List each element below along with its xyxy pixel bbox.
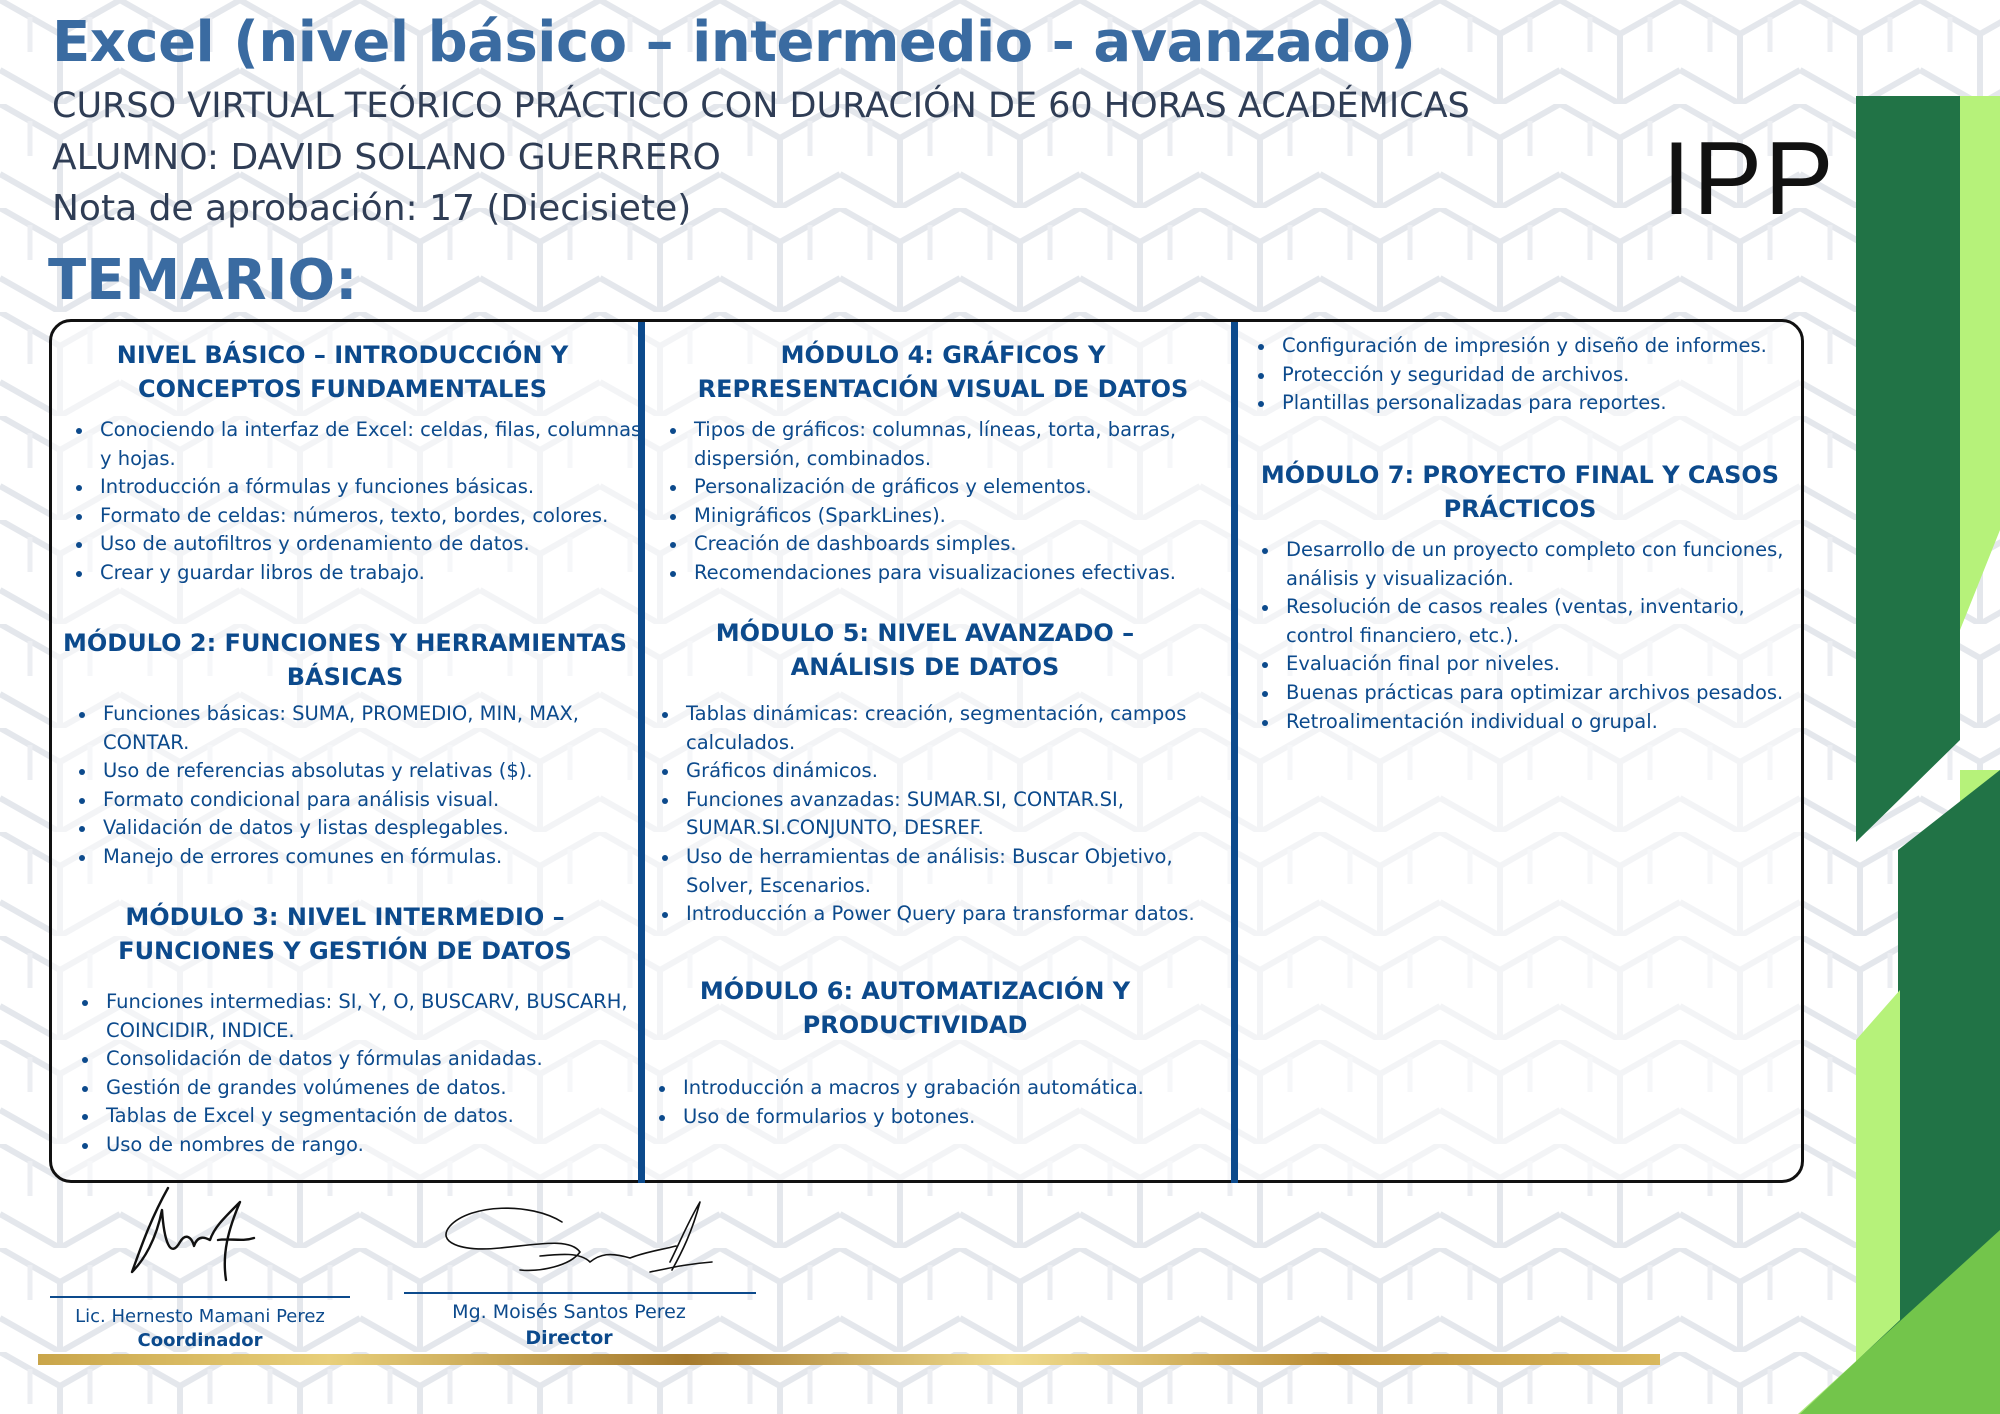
- coordinator-role: Coordinador: [137, 1330, 263, 1351]
- list-item: Validación de datos y listas desplegables.: [103, 814, 648, 843]
- module-items: [656, 700, 1231, 929]
- list-item: Creación de dashboards simples.: [694, 530, 1244, 559]
- list-item: Desarrollo de un proyecto completo con funciones, análisis y visualización.: [1286, 536, 1816, 593]
- module-title: NIVEL BÁSICO – INTRODUCCIÓN Y CONCEPTOS FUNDAMENTALES: [116, 341, 569, 403]
- module-items: [1252, 332, 1842, 418]
- list-item: Funciones avanzadas: SUMAR.SI, CONTAR.SI, SUMAR.SI.CONJUNTO, DESREF.: [686, 786, 1231, 843]
- list-item: Resolución de casos reales (ventas, inventario, control financiero, etc.).: [1286, 593, 1816, 650]
- list-item: Personalización de gráficos y elementos.: [694, 473, 1244, 502]
- syllabus-column-2: [650, 322, 1230, 1180]
- list-item: Plantillas personalizadas para reportes.: [1282, 389, 1842, 418]
- list-item: Manejo de errores comunes en fórmulas.: [103, 843, 648, 872]
- director-block: [404, 1299, 734, 1351]
- list-item: Formato de celdas: números, texto, bordes, colores.: [100, 502, 645, 531]
- list-item: Retroalimentación individual o grupal.: [1286, 708, 1816, 737]
- module-title: MÓDULO 5: NIVEL AVANZADO – ANÁLISIS DE DATOS: [715, 619, 1135, 681]
- course-description: CURSO VIRTUAL TEÓRICO PRÁCTICO CON DURACIÓN DE 60 HORAS ACADÉMICAS: [52, 86, 1470, 126]
- list-item: Configuración de impresión y diseño de informes.: [1282, 332, 1842, 361]
- syllabus-column-1: [60, 322, 640, 1180]
- list-item: Introducción a fórmulas y funciones básicas.: [100, 473, 645, 502]
- list-item: Conociendo la interfaz de Excel: celdas, filas, columnas y hojas.: [100, 416, 645, 473]
- list-item: Recomendaciones para visualizaciones efectivas.: [694, 559, 1244, 588]
- list-item: Crear y guardar libros de trabajo.: [100, 559, 645, 588]
- module-items: [73, 700, 648, 872]
- coordinator-signature: [110, 1180, 270, 1300]
- list-item: Uso de formularios y botones.: [683, 1103, 1233, 1132]
- module-title: MÓDULO 3: NIVEL INTERMEDIO – FUNCIONES Y GESTIÓN DE DATOS: [118, 903, 572, 965]
- brand-logo: IPP: [1662, 121, 1836, 237]
- coordinator-block: [50, 1305, 350, 1353]
- list-item: Funciones intermedias: SI, Y, O, BUSCARV, BUSCARH, COINCIDIR, INDICE.: [106, 988, 651, 1045]
- list-item: Gráficos dinámicos.: [686, 757, 1231, 786]
- list-item: Uso de autofiltros y ordenamiento de datos.: [100, 530, 645, 559]
- director-signature: [430, 1192, 720, 1292]
- section-title: TEMARIO:: [48, 248, 358, 313]
- director-role: Director: [525, 1327, 613, 1349]
- module-title: MÓDULO 4: GRÁFICOS Y REPRESENTACIÓN VISUAL DE DATOS: [697, 341, 1189, 403]
- list-item: Uso de referencias absolutas y relativas ($).: [103, 757, 648, 786]
- list-item: Tablas de Excel y segmentación de datos.: [106, 1102, 651, 1131]
- list-item: Funciones básicas: SUMA, PROMEDIO, MIN, MAX, CONTAR.: [103, 700, 648, 757]
- list-item: Introducción a Power Query para transformar datos.: [686, 900, 1231, 929]
- list-item: Buenas prácticas para optimizar archivos pesados.: [1286, 679, 1816, 708]
- module-title: MÓDULO 6: AUTOMATIZACIÓN Y PRODUCTIVIDAD: [699, 977, 1131, 1039]
- module-items: [76, 988, 651, 1160]
- module-items: [664, 416, 1244, 588]
- signature-line: [50, 1296, 350, 1298]
- list-item: Consolidación de datos y fórmulas anidadas.: [106, 1045, 651, 1074]
- course-title: Excel (nivel básico – intermedio - avanzado): [52, 10, 1416, 75]
- syllabus-column-3: [1240, 322, 1808, 1180]
- signature-line: [404, 1292, 756, 1294]
- module-title: MÓDULO 7: PROYECTO FINAL Y CASOS PRÁCTICOS: [1260, 461, 1780, 523]
- list-item: Uso de herramientas de análisis: Buscar Objetivo, Solver, Escenarios.: [686, 843, 1231, 900]
- list-item: Protección y seguridad de archivos.: [1282, 361, 1842, 390]
- list-item: Uso de nombres de rango.: [106, 1131, 651, 1160]
- list-item: Minigráficos (SparkLines).: [694, 502, 1244, 531]
- director-name: Mg. Moisés Santos Perez: [452, 1301, 686, 1323]
- module-items: [70, 416, 645, 588]
- gold-divider: [38, 1354, 1660, 1365]
- coordinator-name: Lic. Hernesto Mamani Perez: [75, 1306, 325, 1327]
- grade: Nota de aprobación: 17 (Diecisiete): [52, 188, 692, 229]
- list-item: Gestión de grandes volúmenes de datos.: [106, 1074, 651, 1103]
- module-title: MÓDULO 2: FUNCIONES Y HERRAMIENTAS BÁSICAS: [63, 629, 627, 691]
- module-items: [1256, 536, 1816, 736]
- student-name: ALUMNO: DAVID SOLANO GUERRERO: [52, 137, 721, 178]
- list-item: Evaluación final por niveles.: [1286, 650, 1816, 679]
- list-item: Tipos de gráficos: columnas, líneas, torta, barras, dispersión, combinados.: [694, 416, 1244, 473]
- module-items: [653, 1074, 1233, 1131]
- list-item: Introducción a macros y grabación automática.: [683, 1074, 1233, 1103]
- list-item: Tablas dinámicas: creación, segmentación, campos calculados.: [686, 700, 1231, 757]
- list-item: Formato condicional para análisis visual.: [103, 786, 648, 815]
